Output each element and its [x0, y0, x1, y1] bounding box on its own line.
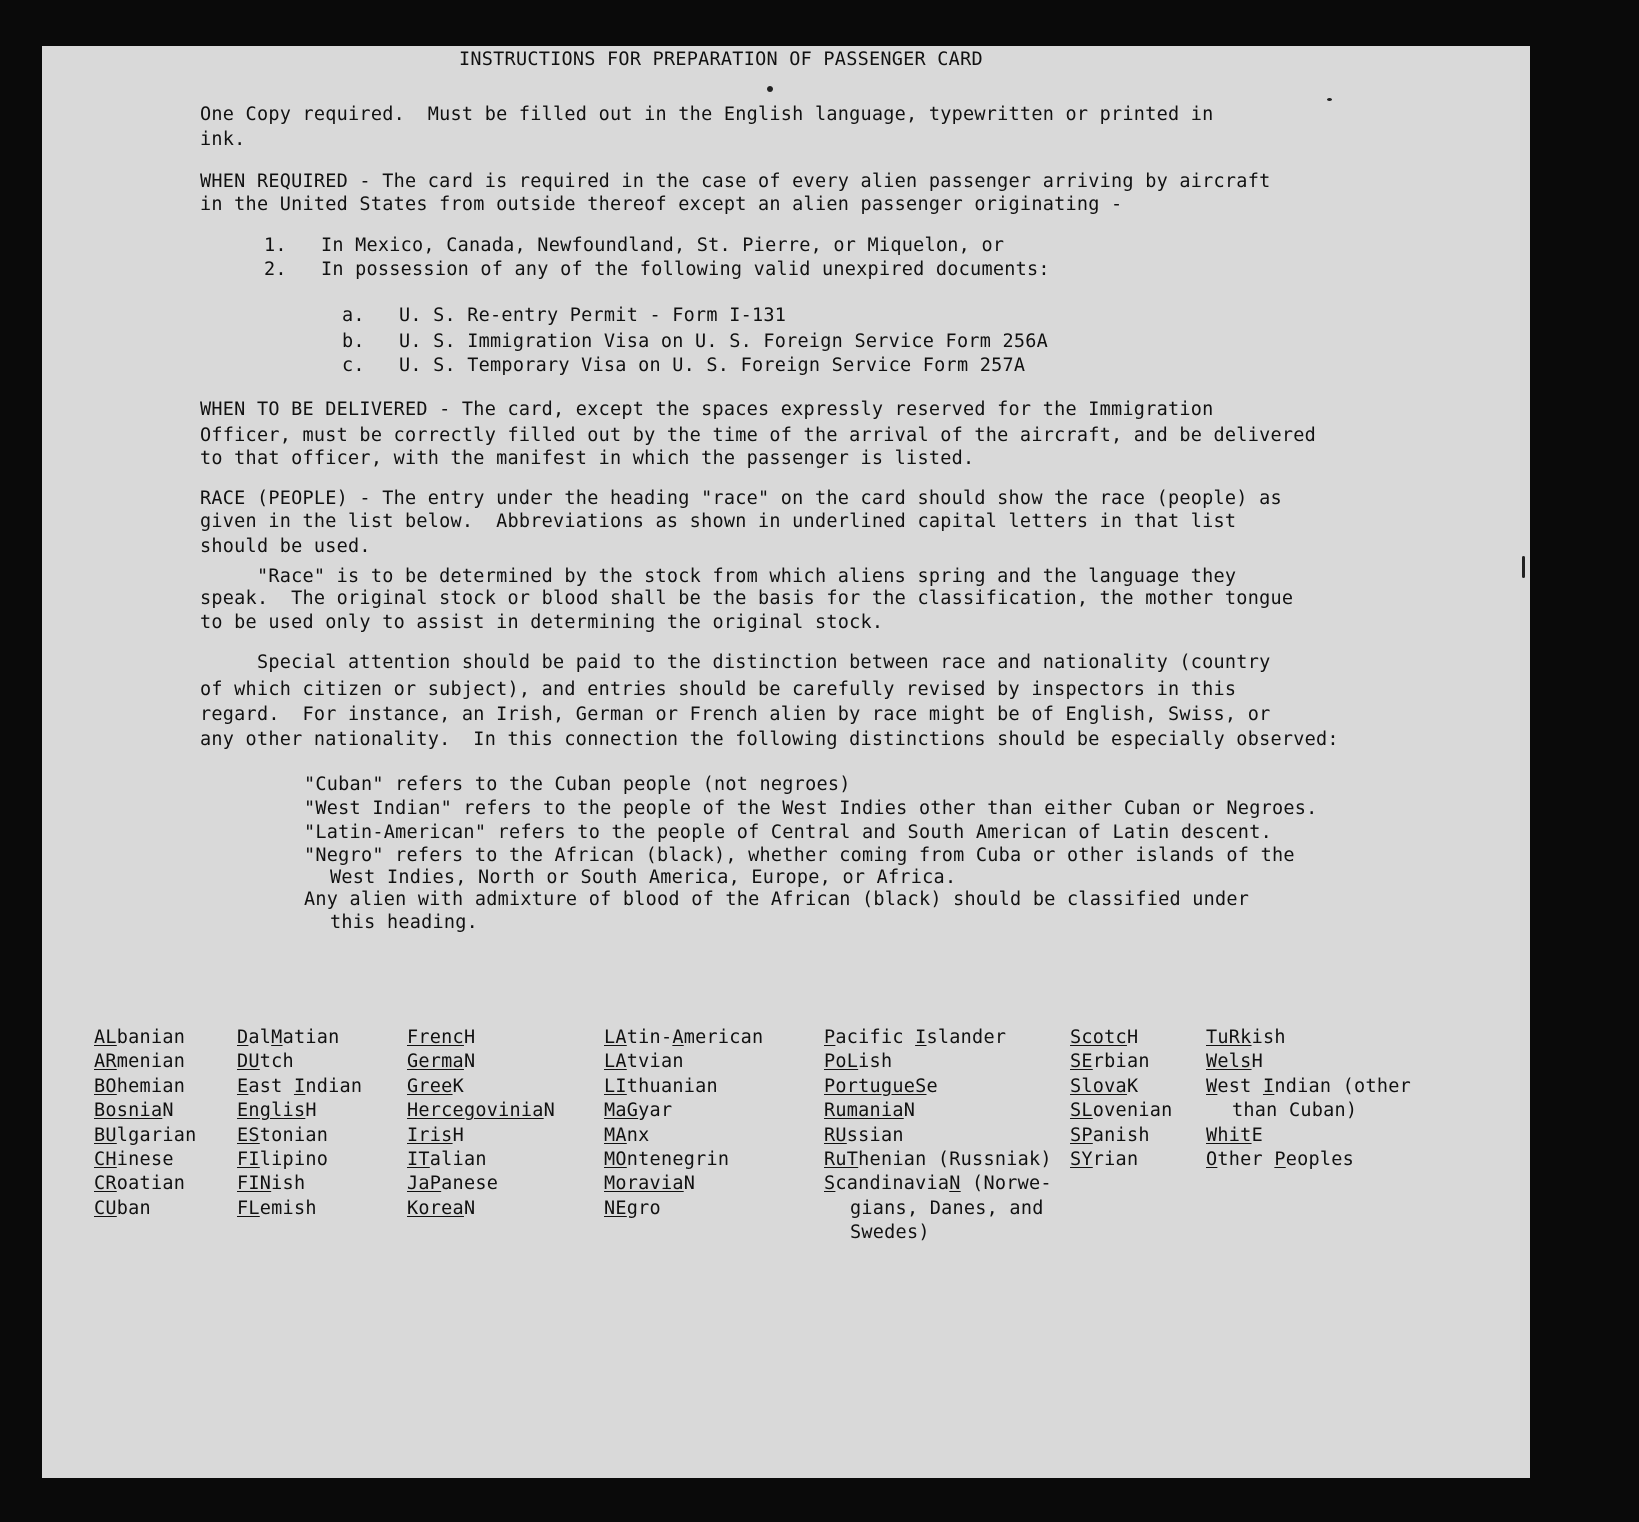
when-delivered-line-3: to that officer, with the manifest in which the passenger is listed.: [200, 448, 975, 469]
race-abbreviation: O: [1206, 1148, 1218, 1170]
race-abbreviation: BU: [94, 1124, 117, 1146]
race-text: E: [1251, 1124, 1263, 1146]
race-abbreviation: Bosnia: [94, 1100, 163, 1122]
race-entry: [237, 1050, 362, 1074]
race-entry-continuation: than Cuban): [1232, 1100, 1358, 1122]
race-text: tvian: [626, 1051, 684, 1073]
race-abbreviation: MO: [604, 1148, 627, 1170]
race-abbreviation: AL: [94, 1027, 117, 1048]
race-abbreviation: TuRk: [1206, 1027, 1252, 1048]
ink-speck: [1327, 98, 1332, 101]
race-text: henian (Russniak): [858, 1148, 1052, 1170]
when-delivered-line-2: Officer, must be correctly filled out by the time of the arrival of the aircraft, and be delivered: [200, 425, 1317, 446]
race-text: ovenian: [1092, 1100, 1173, 1122]
origin-item-2: 2. In possession of any of the following valid unexpired documents:: [264, 259, 1050, 280]
race-abbreviation: RuT: [824, 1148, 859, 1170]
document-title: INSTRUCTIONS FOR PREPARATION OF PASSENGER CARD: [459, 49, 983, 70]
race-entry: [1206, 1026, 1411, 1050]
race-entry-continuation: Swedes): [850, 1222, 930, 1244]
race-abbreviation: D: [237, 1027, 249, 1048]
race-entry: [237, 1099, 362, 1123]
race-abbreviation: IT: [407, 1148, 430, 1170]
race-abbreviation: FI: [237, 1148, 260, 1170]
race-text: ish: [1251, 1027, 1286, 1048]
race-entry: [1070, 1148, 1173, 1172]
race-text: lipino: [259, 1148, 329, 1170]
race-abbreviation: SY: [1070, 1148, 1093, 1170]
distinction-cuban: "Cuban" refers to the Cuban people (not negroes): [304, 774, 851, 795]
race-text: K: [452, 1075, 464, 1097]
race-entry: [1206, 1148, 1411, 1172]
when-required-line-1: WHEN REQUIRED - The card is required in the case of every alien passenger arriving by aircraft: [200, 171, 1271, 192]
race-text: ntenegrin: [626, 1148, 730, 1170]
race-text: H: [452, 1124, 464, 1146]
race-entry: [824, 1148, 1052, 1172]
race-abbreviation: FIN: [237, 1173, 272, 1195]
race-text: anish: [1092, 1124, 1150, 1146]
race-text: candinavia: [835, 1173, 950, 1195]
race-entry: [407, 1026, 555, 1050]
race-text: rbian: [1092, 1051, 1150, 1073]
race-entry: [824, 1026, 1052, 1050]
race-text: ndian (other: [1274, 1075, 1411, 1097]
race-abbreviation: DU: [237, 1051, 260, 1073]
race-abbreviation: Englis: [237, 1100, 306, 1122]
race-entry: [407, 1148, 555, 1172]
race-entry: [407, 1050, 555, 1074]
race-list-column: [407, 1026, 555, 1221]
race-abbreviation: Moravia: [604, 1173, 684, 1195]
race-abbreviation: P: [824, 1027, 836, 1048]
when-required-line-2: in the United States from outside thereof except an alien passenger originating -: [200, 194, 1123, 215]
race-entry: [94, 1124, 197, 1148]
race-definition-line-1: "Race" is to be determined by the stock from which aliens spring and the language they: [200, 566, 1237, 587]
race-abbreviation: AR: [94, 1051, 117, 1073]
race-abbreviation: PoL: [824, 1051, 859, 1073]
distinction-west-indian: "West Indian" refers to the people of the West Indies other than either Cuban or Negroes.: [304, 798, 1318, 819]
race-text: alian: [429, 1148, 487, 1170]
race-abbreviation: Korea: [407, 1197, 464, 1219]
race-entry: [237, 1148, 362, 1172]
attention-line-1: Special attention should be paid to the distinction between race and nationality (country: [200, 652, 1271, 673]
race-text: atian: [282, 1027, 340, 1048]
attention-line-4: any other nationality. In this connection the following distinctions should be especially observed:: [200, 729, 1339, 750]
distinction-negro-line-1: "Negro" refers to the African (black), whether coming from Cuba or other islands of the: [304, 845, 1295, 866]
race-abbreviation: NE: [604, 1197, 627, 1219]
race-text: menian: [116, 1051, 186, 1073]
race-entry: [237, 1026, 362, 1050]
race-text: oatian: [116, 1173, 186, 1195]
race-entry: [604, 1197, 763, 1221]
document-page: [42, 46, 1530, 1478]
race-definition-line-2: speak. The original stock or blood shall be the basis for the classification, the mother tongue: [200, 588, 1294, 609]
race-text: merican: [683, 1027, 764, 1048]
race-list-column: [1206, 1026, 1411, 1172]
race-intro-line-3: should be used.: [200, 536, 371, 557]
race-text: tin-: [626, 1027, 673, 1048]
race-entry: [407, 1099, 555, 1123]
race-text: e: [926, 1075, 938, 1097]
race-abbreviation: LA: [604, 1027, 627, 1048]
race-text: ast: [248, 1075, 294, 1097]
document-item-b: b. U. S. Immigration Visa on U. S. Foreign Service Form 256A: [342, 331, 1049, 352]
race-text: nx: [626, 1124, 650, 1146]
intro-line-2: ink.: [200, 129, 246, 150]
race-text: H: [305, 1100, 317, 1122]
race-text: emish: [259, 1197, 317, 1219]
race-abbreviation: A: [672, 1027, 684, 1048]
race-text: N: [683, 1173, 696, 1195]
race-entry: [824, 1099, 1052, 1123]
race-abbreviation: LI: [604, 1075, 627, 1097]
race-entry: [94, 1099, 197, 1123]
race-entry: [407, 1197, 555, 1221]
race-abbreviation: N: [949, 1173, 961, 1195]
race-intro-line-1: RACE (PEOPLE) - The entry under the heading "race" on the card should show the race (people) as: [200, 488, 1282, 509]
race-text: acific: [835, 1027, 916, 1048]
race-entry: [1206, 1124, 1411, 1148]
race-entry: [824, 1050, 1052, 1074]
race-text: H: [463, 1027, 476, 1048]
race-abbreviation: SE: [1070, 1051, 1093, 1073]
race-entry: [237, 1124, 362, 1148]
origin-item-1: 1. In Mexico, Canada, Newfoundland, St. Pierre, or Miquelon, or: [264, 235, 1005, 256]
race-text: H: [1251, 1051, 1263, 1073]
race-text: ish: [271, 1173, 306, 1195]
race-abbreviation: BO: [94, 1075, 117, 1097]
race-list-column: [94, 1026, 197, 1221]
race-abbreviation: Hercegovinia: [407, 1100, 544, 1122]
race-entry: [1070, 1075, 1173, 1099]
race-entry: [604, 1050, 763, 1074]
race-text: yar: [638, 1100, 673, 1122]
race-text: rian: [1092, 1148, 1139, 1170]
race-text: N: [463, 1051, 476, 1073]
race-text: ban: [116, 1197, 151, 1219]
race-abbreviation: Slova: [1070, 1075, 1127, 1097]
race-entry: [604, 1075, 763, 1099]
race-abbreviation: I: [1262, 1075, 1275, 1097]
race-list-column: [604, 1026, 763, 1221]
race-text: eoples: [1285, 1148, 1355, 1170]
when-delivered-line-1: WHEN TO BE DELIVERED - The card, except the spaces expressly reserved for the Immigration: [200, 399, 1214, 420]
race-text: gro: [626, 1197, 661, 1219]
race-abbreviation: Iris: [407, 1124, 453, 1146]
race-abbreviation: Rumania: [824, 1100, 904, 1122]
race-abbreviation: E: [237, 1075, 249, 1097]
document-item-c: c. U. S. Temporary Visa on U. S. Foreign Service Form 257A: [342, 355, 1026, 376]
race-entry: [94, 1075, 197, 1099]
ink-speck: [1522, 556, 1525, 578]
race-abbreviation: RU: [824, 1124, 847, 1146]
race-entry: [604, 1026, 763, 1050]
race-text: inese: [116, 1148, 174, 1170]
race-entry: [824, 1075, 1052, 1099]
race-entry: [604, 1099, 763, 1123]
race-entry: [1070, 1099, 1173, 1123]
race-abbreviation: MaG: [604, 1100, 639, 1122]
race-text: N: [162, 1100, 174, 1122]
distinction-admixture-line-2: this heading.: [330, 912, 479, 933]
race-abbreviation: CH: [94, 1148, 117, 1170]
race-text: ish: [858, 1051, 893, 1073]
race-text: est: [1217, 1075, 1263, 1097]
race-text: hemian: [116, 1075, 186, 1097]
race-entry: [407, 1075, 555, 1099]
race-text: N: [543, 1100, 556, 1122]
race-list-column: [824, 1026, 1052, 1246]
race-entry: [1070, 1026, 1173, 1050]
race-text: lgarian: [116, 1124, 197, 1146]
race-text: slander: [926, 1027, 1007, 1048]
race-text: H: [1126, 1027, 1139, 1048]
race-abbreviation: Whit: [1206, 1124, 1252, 1146]
race-abbreviation: CR: [94, 1173, 117, 1195]
race-abbreviation: W: [1206, 1075, 1218, 1097]
race-text: tonian: [259, 1124, 329, 1146]
race-text: (Norwe-: [960, 1173, 1052, 1195]
race-entry: [407, 1172, 555, 1196]
race-abbreviation: P: [1274, 1148, 1286, 1170]
race-entry: [407, 1124, 555, 1148]
race-intro-line-2: given in the list below. Abbreviations as shown in underlined capital letters in that list: [200, 511, 1237, 532]
race-abbreviation: SP: [1070, 1124, 1093, 1146]
race-text: ssian: [846, 1124, 904, 1146]
race-list-column: [237, 1026, 362, 1221]
race-text: N: [903, 1100, 916, 1122]
race-abbreviation: FL: [237, 1197, 260, 1219]
race-abbreviation: SL: [1070, 1100, 1093, 1122]
race-definition-line-3: to be used only to assist in determining the original stock.: [200, 612, 884, 633]
race-entry: [604, 1124, 763, 1148]
race-abbreviation: ES: [237, 1124, 260, 1146]
race-text: al: [248, 1027, 272, 1048]
race-entry: [94, 1026, 197, 1050]
document-item-a: a. U. S. Re-entry Permit - Form I-131: [342, 305, 787, 326]
race-entry: [94, 1197, 197, 1221]
race-text: ndian: [305, 1075, 363, 1097]
race-entry: [1206, 1050, 1411, 1074]
race-abbreviation: I: [293, 1075, 306, 1097]
race-text: banian: [116, 1027, 186, 1048]
ink-speck: [767, 86, 773, 92]
race-text: ther: [1217, 1148, 1275, 1170]
race-abbreviation: Wels: [1206, 1051, 1252, 1073]
attention-line-2: of which citizen or subject), and entries should be carefully revised by inspectors in this: [200, 679, 1237, 700]
race-abbreviation: M: [271, 1027, 283, 1048]
race-entry: [237, 1197, 362, 1221]
race-entry: [237, 1075, 362, 1099]
race-entry-continuation: gians, Danes, and: [850, 1197, 1044, 1219]
race-abbreviation: LA: [604, 1051, 627, 1073]
race-list-column: [1070, 1026, 1173, 1172]
race-abbreviation: PortugueS: [824, 1075, 927, 1097]
race-text: N: [463, 1197, 476, 1219]
race-entry: [824, 1124, 1052, 1148]
race-entry: [94, 1148, 197, 1172]
race-abbreviation: I: [915, 1027, 927, 1048]
race-abbreviation: S: [824, 1173, 836, 1195]
race-entry: [604, 1148, 763, 1172]
distinction-latin-american: "Latin-American" refers to the people of Central and South American of Latin descent.: [304, 822, 1272, 843]
race-entry: [94, 1050, 197, 1074]
intro-line-1: One Copy required. Must be filled out in the English language, typewritten or printed in: [200, 104, 1214, 125]
race-abbreviation: JaP: [407, 1173, 442, 1195]
race-entry: [1070, 1124, 1173, 1148]
race-abbreviation: Frenc: [407, 1027, 464, 1048]
race-entry: [94, 1172, 197, 1196]
distinction-admixture-line-1: Any alien with admixture of blood of the African (black) should be classified under: [304, 889, 1250, 910]
race-entry: [1206, 1075, 1411, 1099]
race-entry: [824, 1172, 1052, 1196]
race-entry: [604, 1172, 763, 1196]
race-abbreviation: MA: [604, 1124, 627, 1146]
race-abbreviation: Gree: [407, 1075, 453, 1097]
race-abbreviation: Scotc: [1070, 1027, 1127, 1048]
race-abbreviation: CU: [94, 1197, 117, 1219]
race-text: anese: [441, 1173, 499, 1195]
race-text: K: [1126, 1075, 1139, 1097]
attention-line-3: regard. For instance, an Irish, German or French alien by race might be of English, Swiss, or: [200, 704, 1271, 725]
race-abbreviation: Germa: [407, 1051, 464, 1073]
race-entry: [237, 1172, 362, 1196]
race-text: tch: [259, 1051, 294, 1073]
race-text: thuanian: [626, 1075, 718, 1097]
distinction-negro-line-2: West Indies, North or South America, Europe, or Africa.: [330, 867, 957, 888]
race-entry: [1070, 1050, 1173, 1074]
